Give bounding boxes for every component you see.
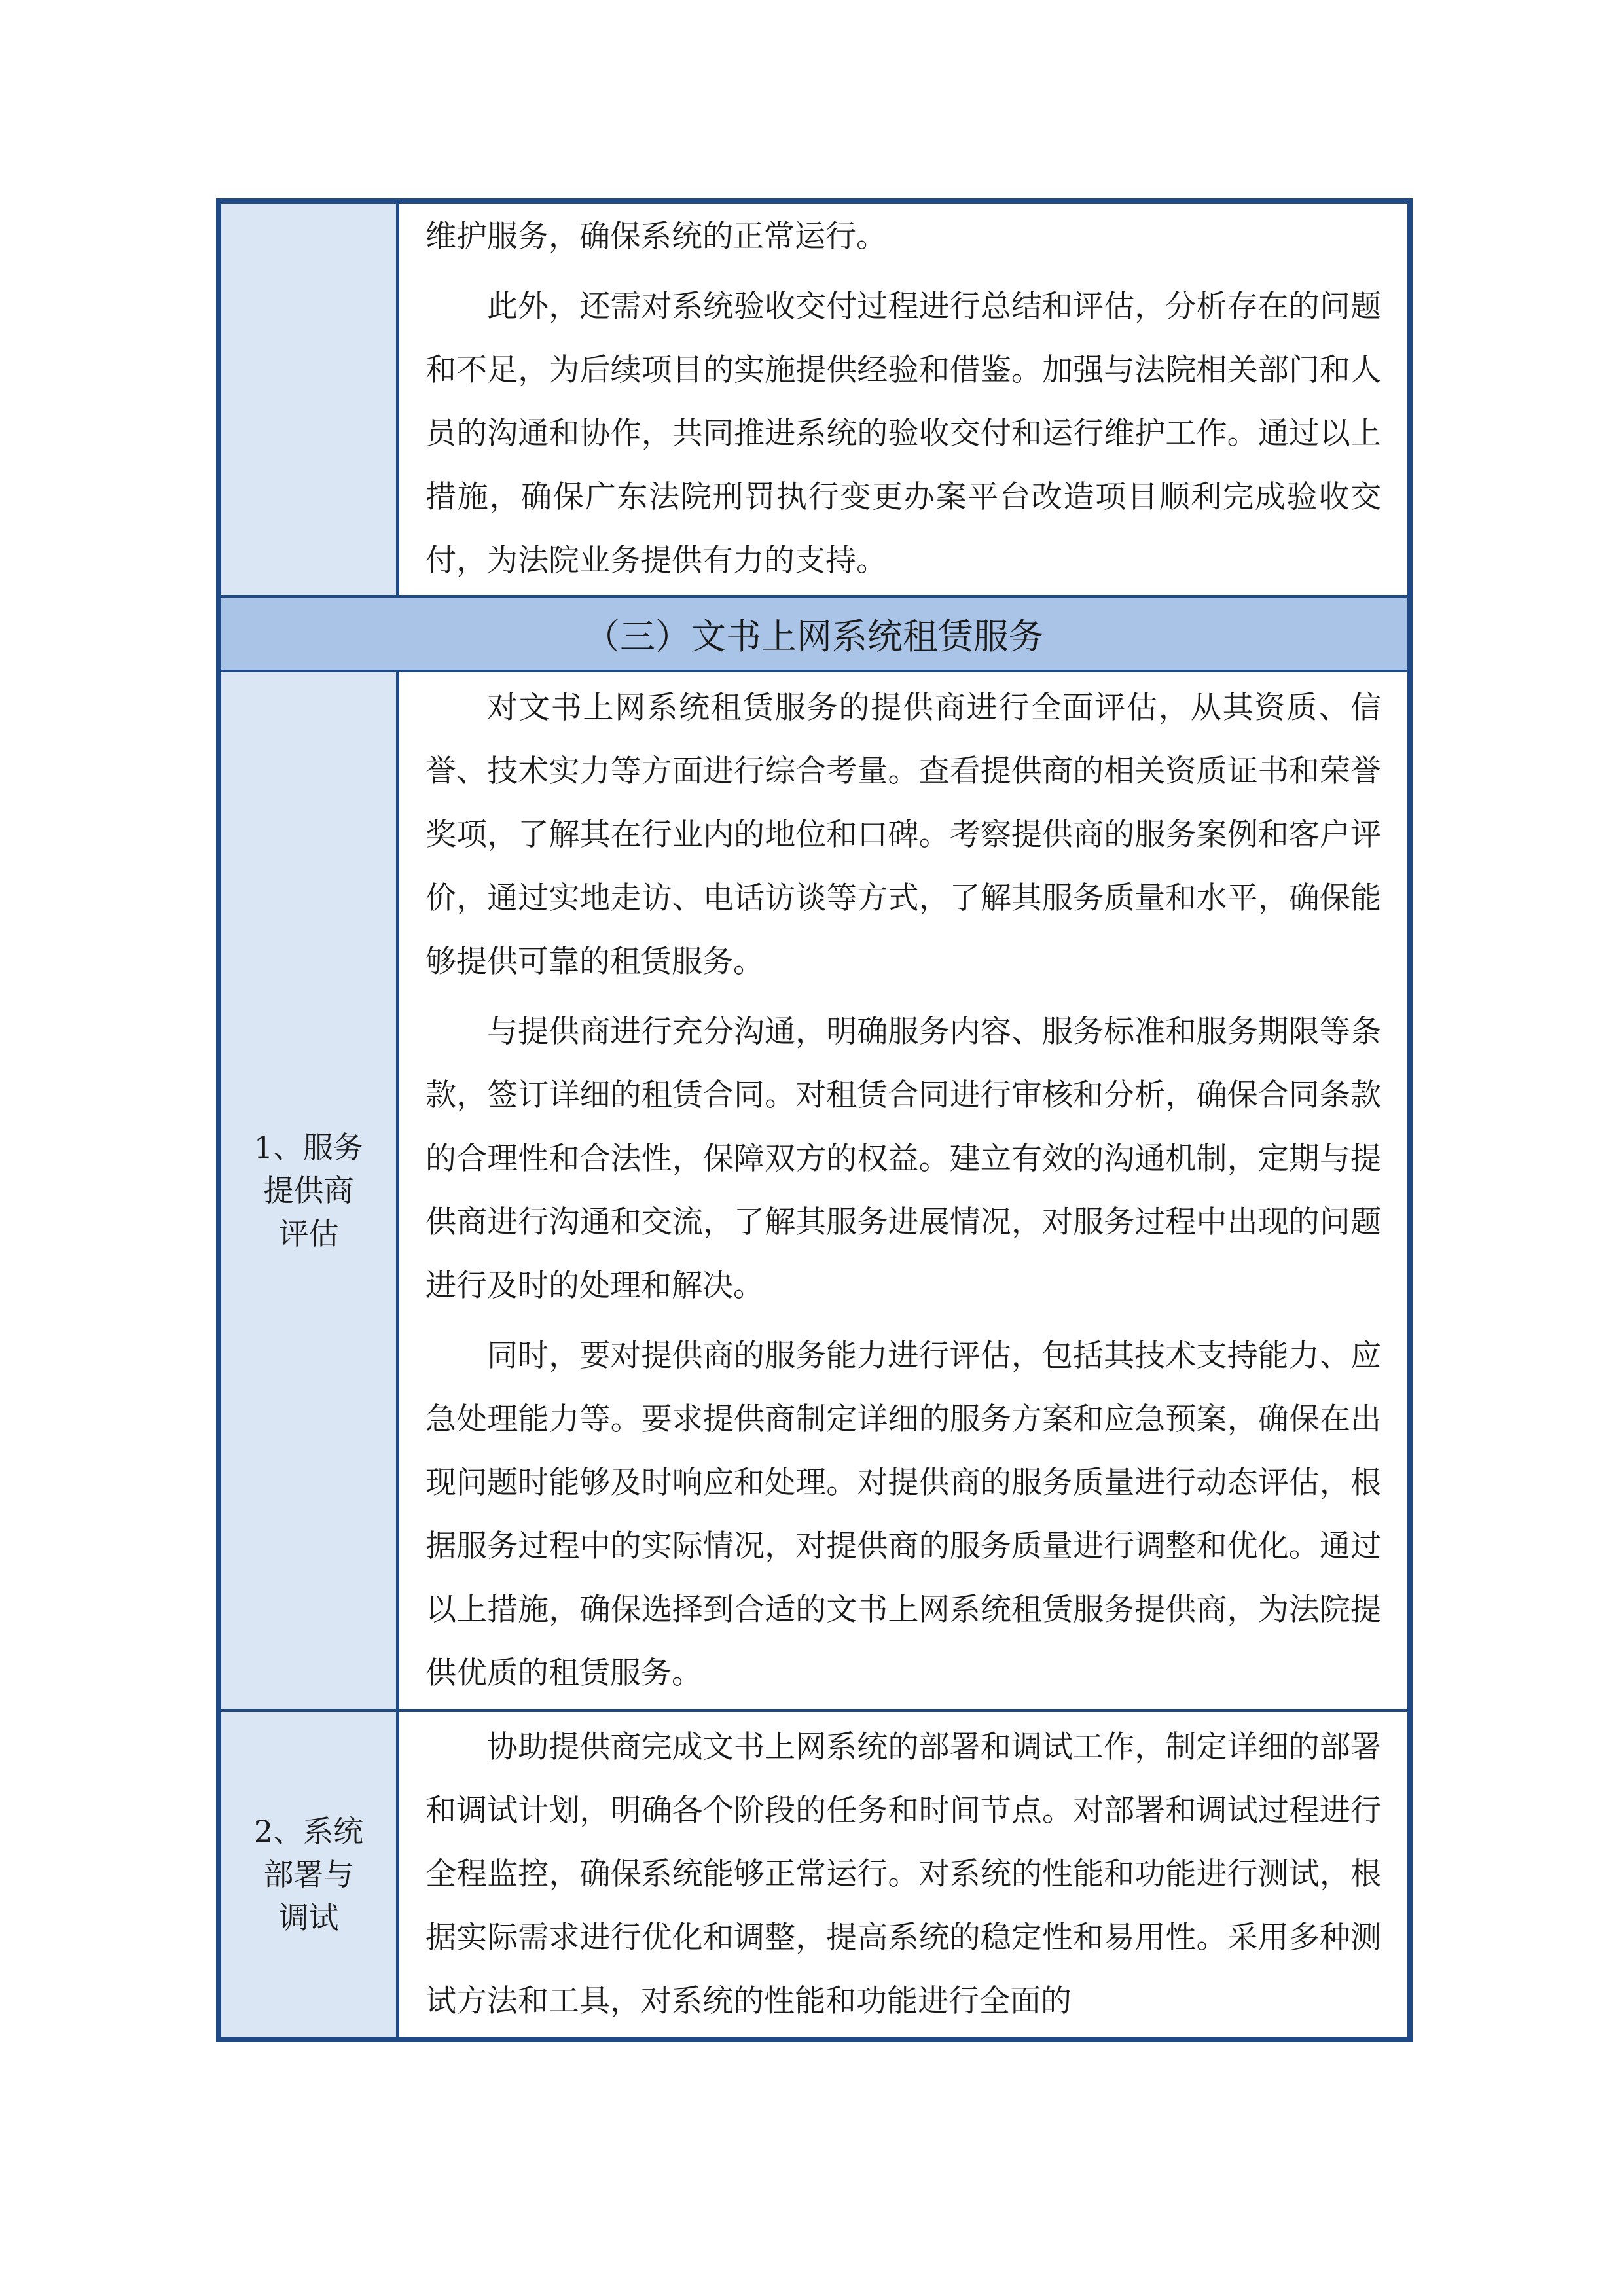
row-label-cell <box>221 672 399 1709</box>
row-content-cell <box>399 1712 1407 2037</box>
section-title: （三）文书上网系统租赁服务 <box>221 598 1407 670</box>
paragraph: 对文书上网系统租赁服务的提供商进行全面评估，从其资质、信誉、技术实力等方面进行综合考量。查看提供商的相关资质证书和荣誉奖项，了解其在行业内的地位和口碑。考察提供商的服务案例和客户评价，通过实地走访、电话访谈等方式，了解其服务质量和水平，确保能够提供可靠的租赁服务。 <box>425 690 1381 980</box>
row-label: 1、服务提供商评估 <box>253 1130 364 1251</box>
paragraph: 维护服务，确保系统的正常运行。 <box>425 219 887 255</box>
table-row-continuation <box>221 204 1407 595</box>
paragraph: 此外，还需对系统验收交付过程进行总结和评估，分析存在的问题和不足，为后续项目的实施提供经验和借鉴。加强与法院相关部门和人员的沟通和协作，共同推进系统的验收交付和运行维护工作。通过以上措施，确保广东法院刑罚执行变更办案平台改造项目顺利完成验收交付，为法院业务提供有力的支持。 <box>425 289 1381 579</box>
table-row-system-deployment <box>221 1709 1407 2037</box>
row-label-cell <box>221 1712 399 2037</box>
paragraph: 同时，要对提供商的服务能力进行评估，包括其技术支持能力、应急处理能力等。要求提供商制定详细的服务方案和应急预案，确保在出现问题时能够及时响应和处理。对提供商的服务质量进行动态评估，根据服务过程中的实际情况，对提供商的服务质量进行调整和优化。通过以上措施，确保选择到合适的文书上网系统租赁服务提供商，为法院提供优质的租赁服务。 <box>425 1338 1381 1691</box>
section-header-row <box>221 595 1407 670</box>
row-label: 2、系统部署与调试 <box>253 1813 364 1935</box>
content-table <box>216 198 1413 2042</box>
row-content-cell <box>399 672 1407 1709</box>
paragraph: 与提供商进行充分沟通，明确服务内容、服务标准和服务期限等条款，签订详细的租赁合同。对租赁合同进行审核和分析，确保合同条款的合理性和合法性，保障双方的权益。建立有效的沟通机制，定期与提供商进行沟通和交流，了解其服务进展情况，对服务过程中出现的问题进行及时的处理和解决。 <box>425 1014 1381 1304</box>
paragraph: 协助提供商完成文书上网系统的部署和调试工作，制定详细的部署和调试计划，明确各个阶段的任务和时间节点。对部署和调试过程进行全程监控，确保系统能够正常运行。对系统的性能和功能进行测试，根据实际需求进行优化和调整，提高系统的稳定性和易用性。采用多种测试方法和工具，对系统的性能和功能进行全面的 <box>425 1729 1381 2019</box>
row-label-cell-empty <box>221 204 399 595</box>
table-row-service-provider-evaluation <box>221 670 1407 1709</box>
row-content-cell <box>399 204 1407 595</box>
